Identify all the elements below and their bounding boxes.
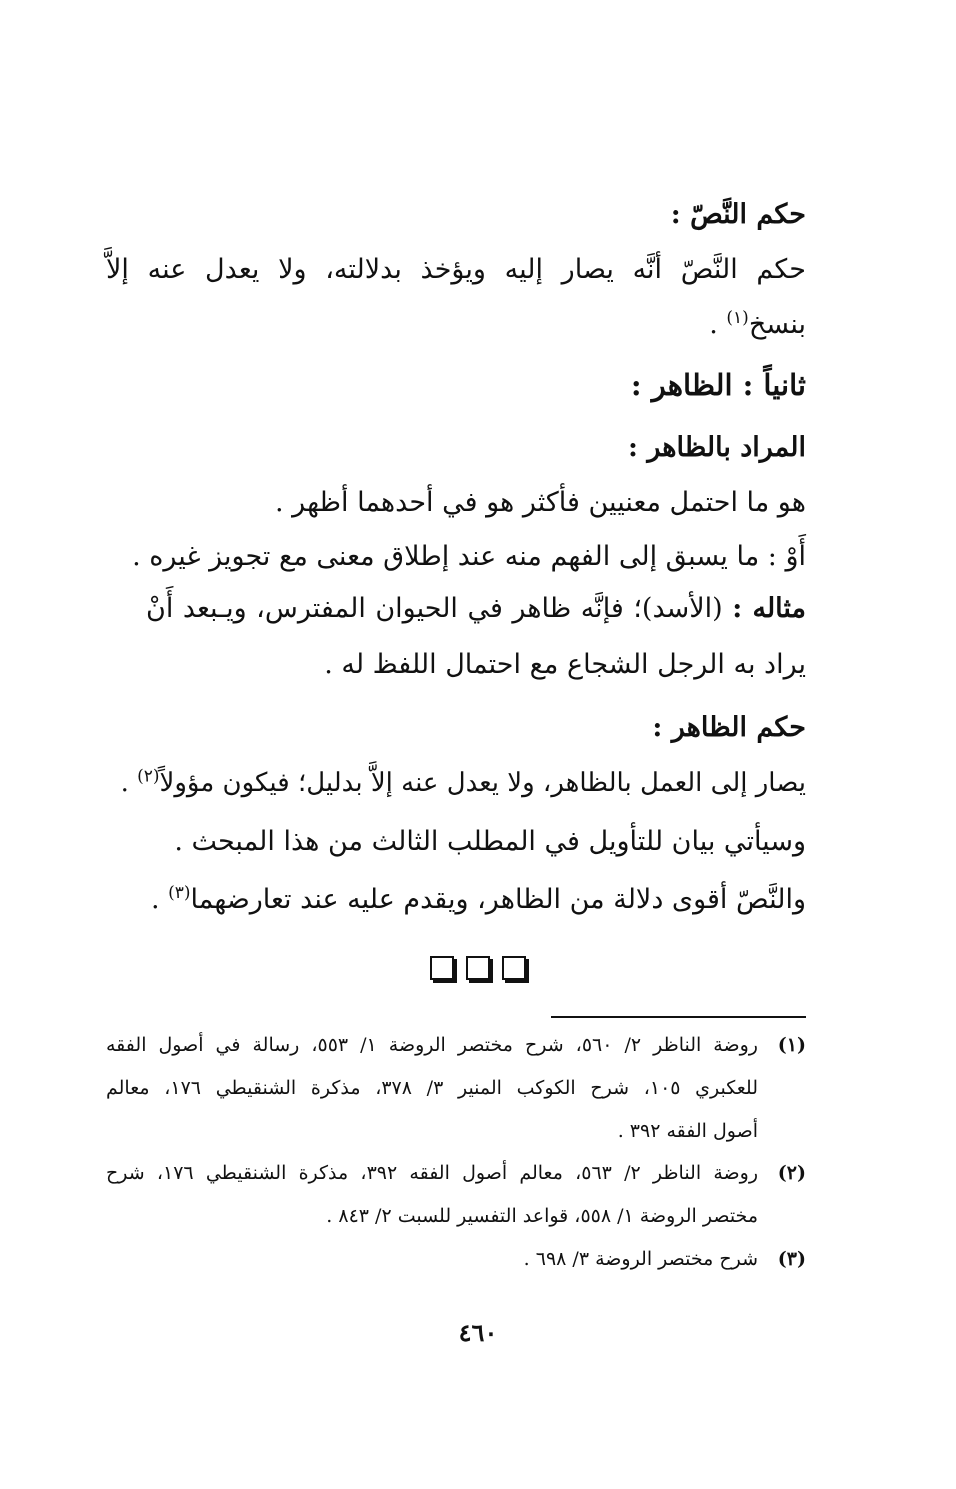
paragraph-nass-line-2 — [106, 305, 806, 345]
definition-2: أَوْ : ما يسبق إلى الفهم منه عند إطلاق معنى مع تجويز غيره . — [132, 541, 806, 572]
text-period: . — [150, 884, 169, 915]
footnote-ref-1: (١) — [726, 308, 749, 328]
heading-meaning-zahir: المراد بالظاهر : — [627, 432, 806, 463]
footnote-ref-3: (٣) — [168, 883, 191, 903]
square-ornament-icon — [466, 956, 490, 980]
page-number: ٤٦٠ — [458, 1318, 498, 1347]
example-label: مثاله : — [732, 593, 807, 624]
rule-text: يصار إلى العمل بالظاهر، ولا يعدل عنه إلاَّ بدليل؛ فيكون مؤولاً — [159, 768, 806, 798]
footnote-ref-2: (٢) — [137, 766, 160, 787]
example-line-2: يراد به الرجل الشجاع مع احتمال اللفظ له . — [324, 649, 806, 680]
example-line-1 — [146, 589, 806, 629]
square-ornament-icon — [430, 956, 454, 980]
heading-nass-rule: حكم النَّصّ : — [670, 199, 806, 230]
square-ornament-icon — [502, 956, 526, 980]
footnote-line: أصول الفقه ٣٩٢ . — [617, 1120, 758, 1142]
footnote-line: للعكبري ١٠٥، شرح الكوكب المنير ٣/ ٣٧٨، مذكرة الشنقيطي ١٧٦، معالم — [106, 1077, 759, 1099]
text-period: . — [709, 309, 727, 340]
footnote-separator — [551, 1016, 806, 1018]
footnote-line: روضة الناظر ٢/ ٥٦٣، معالم أصول الفقه ٣٩٢، مذكرة الشنقيطي ١٧٦، شرح — [106, 1162, 759, 1184]
footnote-line: روضة الناظر ٢/ ٥٦٠، شرح مختصر الروضة ١/ ٥٥٣، رسالة في أصول الفقه — [106, 1034, 758, 1056]
paragraph-nass-line-1: حكم النَّصّ أنَّه يصار إليه ويؤخذ بدلالته، ولا يعدل عنه إلاَّ — [106, 254, 806, 285]
footnote-number: (١) — [777, 1034, 806, 1056]
heading-second-zahir: ثانياً : الظاهر : — [630, 368, 806, 402]
example-text: (الأسد)؛ فإنَّه ظاهر في الحيوان المفترس، ويـبعد أَنْ — [146, 593, 733, 624]
footnote-line: شرح مختصر الروضة ٣/ ٦٩٨ . — [523, 1248, 758, 1270]
heading-zahir-rule: حكم الظاهر : — [652, 712, 806, 743]
text-period: . — [120, 768, 138, 798]
footnote-line: مختصر الروضة ١/ ٥٥٨، قواعد التفسير للسبت ٢/ ٨٤٣ . — [326, 1205, 758, 1227]
rule-line — [106, 763, 806, 803]
tawil-line: وسيأتي بيان للتأويل في المطلب الثالث من هذا المبحث . — [174, 826, 806, 857]
text-naskh: بنسخ — [748, 309, 806, 340]
section-end-ornament — [0, 956, 956, 980]
definition-1: هو ما احتمل معنيين فأكثر هو في أحدهما أظهر . — [275, 487, 806, 518]
stronger-line — [146, 880, 806, 920]
footnote-number: (٣) — [777, 1248, 806, 1270]
stronger-text: والنَّصّ أقوى دلالة من الظاهر، ويقدم عليه عند تعارضهما — [190, 884, 806, 915]
footnote-number: (٢) — [777, 1162, 806, 1184]
